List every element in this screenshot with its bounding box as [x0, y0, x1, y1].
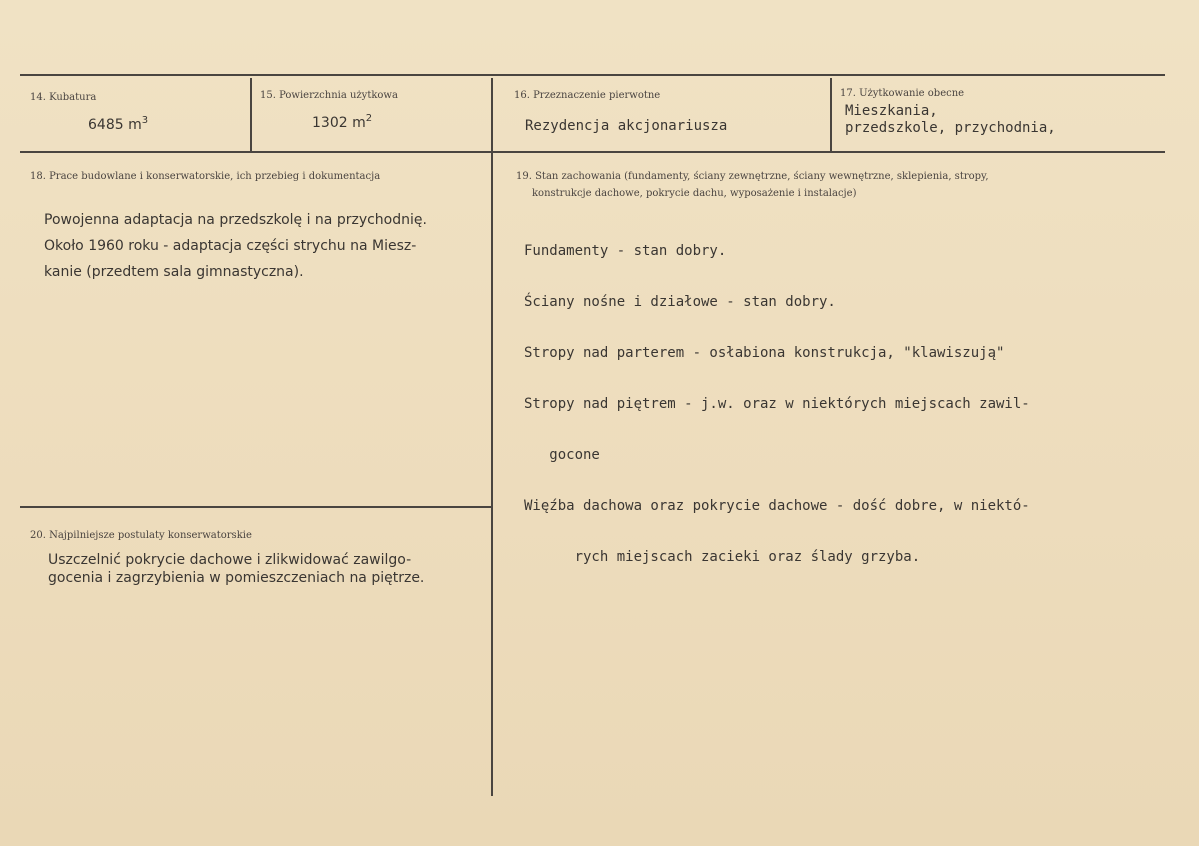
stan-line: Stropy nad piętrem - j.w. oraz w niektórych miejscach zawil-	[524, 396, 1030, 412]
row-rule	[20, 151, 1165, 153]
stan-zachowania-label	[516, 168, 989, 202]
divider-main	[491, 78, 493, 796]
postulaty-line: gocenia i zagrzybienia w pomieszczeniach na piętrze.	[48, 570, 425, 586]
stan-line: Fundamenty - stan dobry.	[524, 243, 727, 259]
powierzchnia-number: 1302 m	[312, 115, 366, 131]
postulaty-line: Uszczelnić pokrycie dachowe i zlikwidować zawilgo-	[48, 552, 412, 568]
section-20-rule	[20, 506, 492, 508]
uzytkowanie-label: 17. Użytkowanie obecne	[840, 88, 965, 99]
uzytkowanie-line: Mieszkania,	[845, 103, 938, 119]
stan-line: Stropy nad parterem - osłabiona konstrukcja, "klawiszują"	[524, 345, 1005, 361]
top-rule	[20, 74, 1165, 76]
prace-line: kanie (przedtem sala gimnastyczna).	[44, 264, 304, 280]
stan-line: Ściany nośne i działowe - stan dobry.	[524, 294, 836, 310]
kubatura-number: 6485 m	[88, 117, 142, 133]
stan-line: Więźba dachowa oraz pokrycie dachowe - dość dobre, w niektó-	[524, 498, 1030, 514]
uzytkowanie-line: przedszkole, przychodnia,	[845, 120, 1056, 136]
postulaty-text	[48, 551, 424, 587]
przeznaczenie-value: Rezydencja akcjonariusza	[525, 118, 728, 134]
powierzchnia-value	[312, 113, 372, 131]
stan-line: gocone	[524, 447, 600, 463]
prace-line: Powojenna adaptacja na przedszkolę i na przychodnię.	[44, 212, 427, 228]
powierzchnia-label: 15. Powierzchnia użytkowa	[260, 90, 398, 101]
stan-label-line: konstrukcje dachowe, pokrycie dachu, wyposażenie i instalacje)	[532, 188, 857, 199]
prace-line: Około 1960 roku - adaptacja części strychu na Miesz-	[44, 238, 417, 254]
postulaty-label: 20. Najpilniejsze postulaty konserwatorskie	[30, 530, 252, 541]
stan-zachowania-text	[524, 209, 1030, 600]
powierzchnia-unit-sup: 2	[365, 113, 373, 124]
uzytkowanie-value	[845, 103, 1056, 137]
kubatura-value	[88, 115, 148, 133]
kubatura-unit-sup: 3	[141, 115, 149, 126]
prace-text	[44, 207, 427, 285]
divider-16-17	[830, 78, 832, 151]
kubatura-label: 14. Kubatura	[30, 92, 97, 103]
stan-line: rych miejscach zacieki oraz ślady grzyba.	[524, 549, 921, 565]
przeznaczenie-label: 16. Przeznaczenie pierwotne	[514, 90, 661, 101]
stan-label-line: 19. Stan zachowania (fundamenty, ściany zewnętrzne, ściany wewnętrzne, sklepienia, stropy,	[516, 171, 989, 182]
divider-14-15	[250, 78, 252, 151]
prace-label: 18. Prace budowlane i konserwatorskie, ich przebieg i dokumentacja	[30, 171, 381, 182]
